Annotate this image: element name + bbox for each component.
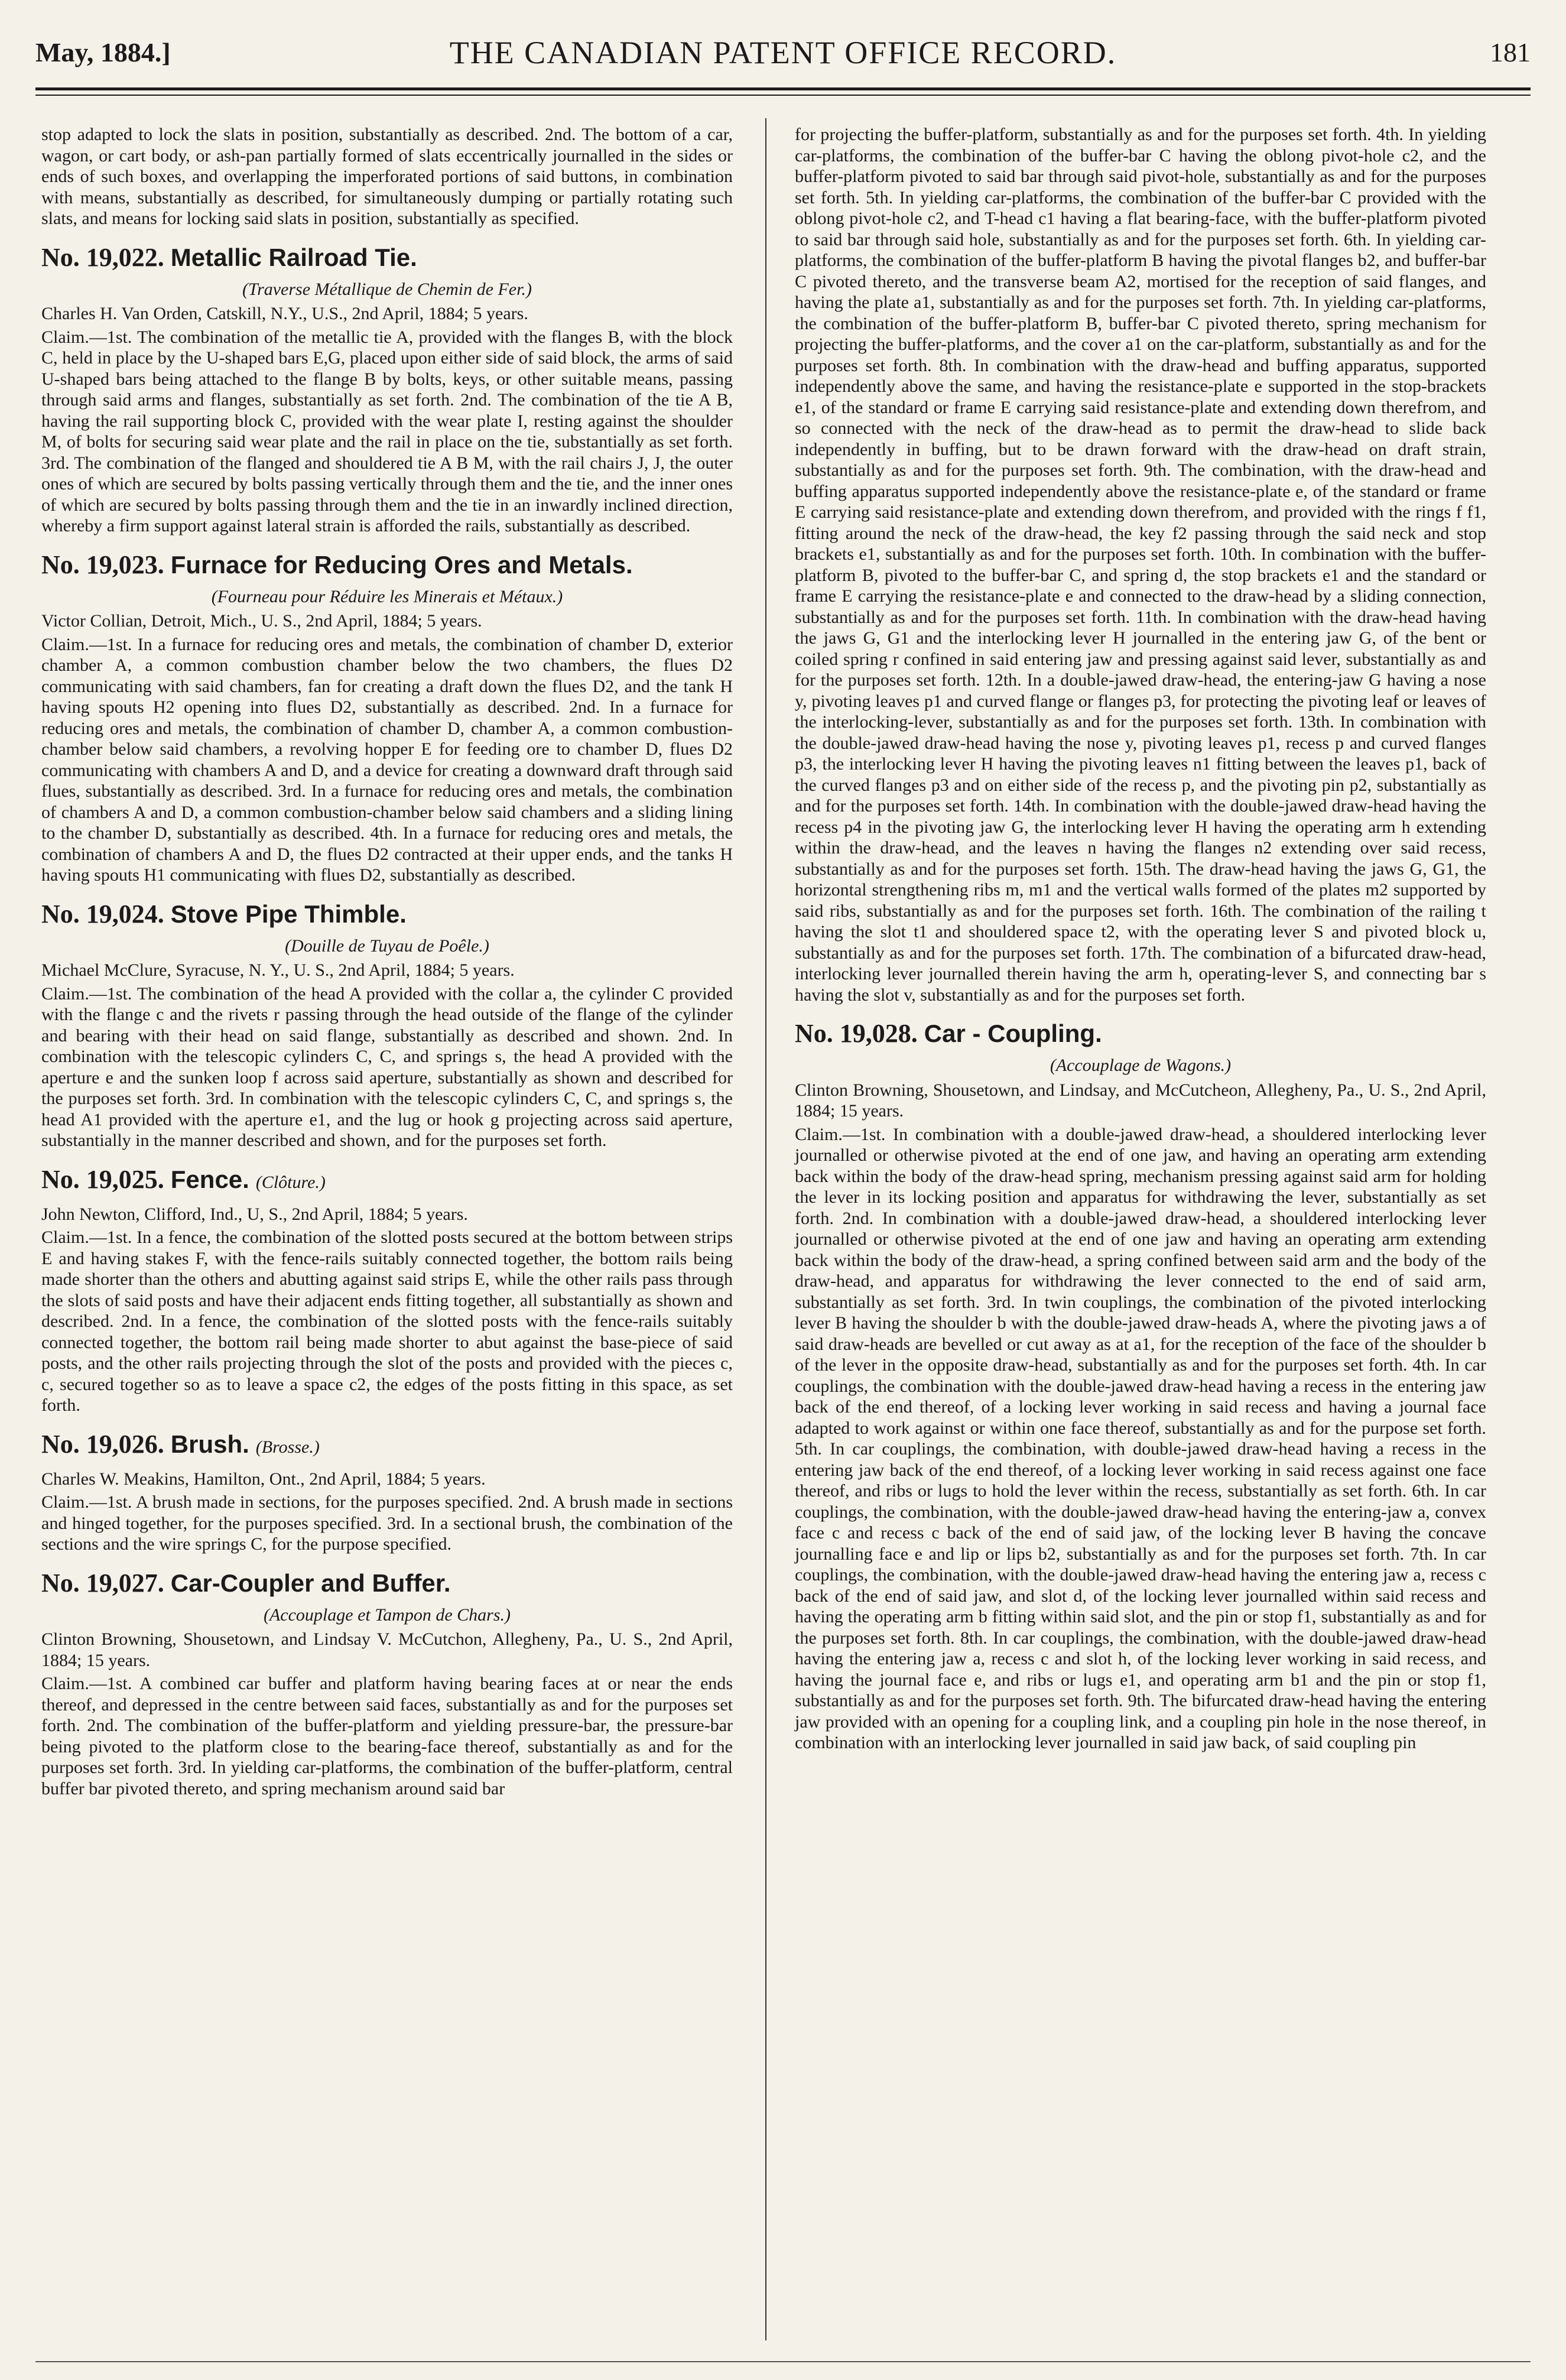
patent-french-title: (Douille de Tuyau de Poêle.) (285, 936, 489, 956)
patent-entry (41, 1568, 733, 1800)
patent-entry (41, 899, 733, 1151)
header-date: May, 1884.] (35, 37, 171, 67)
patent-inventor: John Newton, Clifford, Ind., U, S., 2nd April, 1884; 5 years. (41, 1204, 468, 1224)
patent-title: Furnace for Reducing Ores and Metals. (170, 550, 633, 579)
patent-inventor: Clinton Browning, Shousetown, and Lindsay V. McCutchon, Allegheny, Pa., U. S., 2nd April, 1884; 15 years. (41, 1629, 733, 1670)
footer-rule (35, 2361, 1531, 2362)
patent-number: No. 19,022. (41, 242, 164, 272)
patent-title: Metallic Railroad Tie. (170, 243, 417, 271)
patent-french-title: (Accouplage et Tampon de Chars.) (263, 1605, 511, 1625)
patent-number: No. 19,023. (41, 550, 164, 579)
patent-number: No. 19,026. (41, 1429, 164, 1459)
patent-claim: Claim.—1st. A brush made in sections, for the purposes specified. 2nd. A brush made in sections and hinged together, for the purposes specified. 3rd. In a sectional brush, the combination of the sections and the wire springs C, for the purpose specified. (41, 1492, 733, 1554)
patent-entry (41, 1164, 733, 1416)
header-page-number: 181 (1490, 37, 1531, 67)
patent-number: No. 19,028. (795, 1019, 918, 1048)
patent-title: Car-Coupler and Buffer. (170, 1569, 451, 1597)
patent-french-title: (Brosse.) (255, 1437, 320, 1457)
patent-heading (41, 1164, 733, 1198)
patent-title: Fence. (170, 1165, 249, 1193)
patent-title: Car - Coupling. (924, 1019, 1102, 1047)
patent-inventor: Clinton Browning, Shousetown, and Lindsay, and McCutcheon, Allegheny, Pa., U. S., 2nd April, 1884; 15 years. (795, 1080, 1486, 1121)
patent-number: No. 19,027. (41, 1568, 164, 1598)
patent-heading (41, 242, 733, 273)
patent-claim: Claim.—1st. In a furnace for reducing ores and metals, the combination of chamber D, exterior chamber A, a common combustion chamber below the two chambers, the flues D2 communicating with said chambers, fan for creating a draft down the flues D2, and the tank H having spouts H2 opening into flues D2, substantially as described. 2nd. In a furnace for reducing ores and metals, the combination of chamber D, chamber A, a common combustion-chamber below said chambers, a revolving hopper E for feeding ore to chamber D, flues D2 communicating with chambers A and D, and a device for creating a downward draft through said flues, substantially as described. 3rd. In a furnace for reducing ores and metals, the combination of chambers A and D, a common combustion-chamber below said chambers and a sliding lining to the chamber D, substantially as described. 4th. In a furnace for reducing ores and metals, the combination of chambers A and D, the flues D2 contracted at their upper ends, and the tanks H having spouts H1 communicating with flues D2, substantially as described. (41, 634, 733, 885)
patent-claim: Claim.—1st. In a fence, the combination of the slotted posts secured at the bottom between strips E and having stakes F, with the fence-rails suitably connected together, the bottom rails being made shorter than the others and abutting against said strips E, while the other rails pass through the slots of said posts and have their adjacent ends fitting together, all substantially as shown and described. 2nd. In a fence, the combination of the slotted posts with the fence-rails suitably connected together, the bottom rail being made shorter to abut against the base-piece of said posts, and the other rails projecting through the slot of the posts and provided with the pieces c, c, secured together so as to leave a space c2, the edges of the posts fitting in this space, as set forth. (41, 1228, 733, 1415)
patent-claim: Claim.—1st. In combination with a double-jawed draw-head, a shouldered interlocking lever journalled or otherwise pivoted at the end of one jaw, and having an operating arm extending back within the body of the draw-head spring, mechanism pressing against said arm for holding the lever in its locking position and apparatus for withdrawing the lever, substantially as set forth. 2nd. In combination with a double-jawed draw-head, a shouldered interlocking lever journalled or otherwise pivoted at the end of one jaw and having an operating arm extending back within the body of the draw-head, a spring confined between said arm and the body of the draw-head, and apparatus for withdrawing the lever connected to the end of said arm, substantially as set forth. 3rd. In twin couplings, the combination of the pivoted interlocking lever B having the shoulder b with the double-jawed draw-heads A, where the pivoting jaws a of said draw-heads are bevelled or cut away as at a1, for the reception of the face of the shoulder b of the lever in the opposite draw-head, substantially as and for the purposes set forth. 4th. In car couplings, the combination with the double-jawed draw-head having a recess in the entering jaw back of the end thereof, of a locking lever working in said recess and having a journal face adapted to work against or within one face thereof, substantially as and for the purpose set forth. 5th. In car couplings, the combination, with double-jawed draw-head having a recess in the entering jaw back of the end thereof, of a locking lever working in said recess against one face thereof, and ribs or lugs to hold the lever within the recess, substantially as set forth. 6th. In car couplings, the combination, with the double-jawed draw-head having the entering-jaw a, convex face c and recess c back of the end of said jaw, of the locking lever B having the concave journalling face e and lip or lips b2, substantially as and for the purposes set forth. 7th. In car couplings, the combination, with the double-jawed draw-head having the entering jaw a, recess c back of the end of said jaw, and slot d, of the locking lever journalled within said recess and having the operating arm b fitting within said slot, and the pin or stop f1, substantially as and for the purposes set forth. 8th. In car couplings, the combination, with the double-jawed draw-head having the entering jaw a, recess c and slot h, of the locking lever working in said recess, and having the journal face e, and ribs or lugs e1, and operating arm b1 and the pin or stop f1, substantially as and for the purposes set forth. 9th. The bifurcated draw-head having the entering jaw provided with an opening for a coupling link, and a coupling pin hole in the nose thereof, in combination with an interlocking lever journalled in said jaw back, of said coupling pin (795, 1124, 1486, 1752)
patent-claim: Claim.—1st. The combination of the head A provided with the collar a, the cylinder C provided with the flange c and the rivets r passing through the head outside of the flange of the cylinder and bearing with their head on said flange, substantially as described and shown. 2nd. In combination with the telescopic cylinders C, C, and springs s, the head A provided with the aperture e and the sunken loop f across said aperture, substantially as shown and described for the purposes set forth. 3rd. In combination with the telescopic cylinders C, C, and springs s, the head A1 provided with the aperture e1, and the lug or hook g projecting across said aperture, substantially in the manner described and shown, and for the purposes set forth. (41, 983, 733, 1150)
intro-paragraph: stop adapted to lock the slats in position, substantially as described. 2nd. The bottom of a car, wagon, or cart body, or ash-pan partially formed of slats eccentrically journalled in the sides or ends of such boxes, and overlapping the imperforated portions of said buttons, in combination with means, substantially as described, for simultaneously dumping or partially rotating such slats, and means for locking said slats in position, substantially as specified. (41, 125, 733, 228)
patent-french-title: (Traverse Métallique de Chemin de Fer.) (242, 279, 532, 299)
patent-heading (41, 899, 733, 930)
patent-inventor: Charles H. Van Orden, Catskill, N.Y., U.S., 2nd April, 1884; 5 years. (41, 304, 528, 323)
patent-heading (41, 1429, 733, 1463)
patent-heading (795, 1018, 1486, 1049)
patent-entry (41, 242, 733, 537)
patent-inventor: Charles W. Meakins, Hamilton, Ont., 2nd April, 1884; 5 years. (41, 1469, 486, 1489)
left-column (41, 124, 733, 1801)
patent-inventor: Michael McClure, Syracuse, N. Y., U. S., 2nd April, 1884; 5 years. (41, 960, 515, 980)
page-header (35, 24, 1531, 77)
patent-entry (41, 1429, 733, 1555)
patent-heading (41, 550, 733, 580)
patent-french-title: (Clôture.) (255, 1172, 326, 1192)
header-rule-thin (35, 95, 1531, 96)
patent-claim: Claim.—1st. The combination of the metallic tie A, provided with the flanges B, with the block C, held in place by the U-shaped bars E,G, placed upon either side of said block, the arms of said U-shaped bars being attached to the flange B by bolts, keys, or other suitable means, passing through said arms and flanges, substantially as set forth. 2nd. The combination of the tie A B, having the rail supporting block C, provided with the wear plate I, resting against the shoulder M, of bolts for securing said wear plate and the rail in place on the tie, substantially as set forth. 3rd. The combination of the flanged and shouldered tie A B M, with the rail chairs J, J, the outer ones of which are secured by bolts passing vertically through them and the tie, and the inner ones of which are secured by bolts passing through them and the tie in an inwardly inclined direction, whereby a firm support against lateral strain is afforded the rails, substantially as described. (41, 327, 733, 535)
right-column (795, 124, 1486, 1756)
patent-french-title: (Fourneau pour Réduire les Minerais et Métaux.) (211, 586, 563, 606)
patent-number: No. 19,025. (41, 1164, 164, 1194)
patent-number: No. 19,024. (41, 899, 164, 928)
patent-entry (41, 550, 733, 886)
patent-title: Stove Pipe Thimble. (170, 900, 407, 928)
header-rule (35, 87, 1531, 90)
continuation-paragraph: for projecting the buffer-platform, substantially as and for the purposes set forth. 4th. In yielding car-platforms, the combination of the buffer-bar C having the oblong pivot-hole c2, and the buffer-platform pivoted to said bar through said pivot-hole, substantially as and for the purposes set forth. 5th. In yielding car-platforms, the combination of the buffer-bar C provided with the oblong pivot-hole c2, and T-head c1 having a flat bearing-face, with the buffer-platform pivoted to said bar through said hole, substantially as and for the purposes set forth. 6th. In yielding car-platforms, the combination of the buffer-platform B having the pivotal flanges b2, and buffer-bar C pivoted thereto, and the transverse beam A2, mortised for the reception of said flanges, and having the plate a1, substantially as and for the purposes set forth. 7th. In yielding car-platforms, the combination of the buffer-platform B, buffer-bar C pivoted thereto, spring mechanism for projecting the buffer-platforms, and the cover a1 on the car-platform, substantially as and for the purposes set forth. 8th. In combination with the draw-head and buffing apparatus, supported independently above the same, and having the resistance-plate e supported in the stop-brackets e1, of the standard or frame E carrying said resistance-plate and extending down therefrom, and so connected with the neck of the draw-head as to permit the draw-head to slide back independently in buffing, but to be drawn forward with the draw-head on draft strain, substantially as and for the purposes set forth. 9th. The combination, with the draw-head and buffing apparatus supported independently above the resistance-plate e, of the standard or frame E carrying said resistance-plate and extending down therefrom, and provided with the rings f f1, fitting around the neck of the draw-head, the key f2 passing through the said neck and stop brackets e1, substantially as and for the purposes set forth. 10th. In combination with the buffer-platform B, pivoted to the buffer-bar C, and spring d, the stop brackets e1 and the standard or frame E carrying the resistance-plate e and connected to the draw-head by a sliding connection, substantially as and for the purposes set forth. 11th. In combination with the draw-head having the jaws G, G1 and the interlocking lever H journalled in the entering jaw G, of the bent or coiled spring r confined in said entering jaw and pressing against said lever, substantially as and for the purposes set forth. 12th. In a double-jawed draw-head, the entering-jaw G having a nose y, pivoting leaves p1 and curved flange or flanges p3, for protecting the pivoting leaf or leaves of the interlocking-lever, substantially as and for the purposes set forth. 13th. In combination with the double-jawed draw-head having the nose y, pivoting leaves p1, recess p and curved flanges p3, the interlocking lever H having the pivoting leaves n1 fitting between the leaves p1, back of the curved flanges p3 and on either side of the recess p, and the pivoting pin p2, substantially as and for the purposes set forth. 14th. In combination with the double-jawed draw-head having the recess p4 in the pivoting jaw G, the interlocking lever H having the operating arm h extending within the draw-head, and the leaves n having the flanges n2 extending over said recess, substantially as and for the purposes set forth. 15th. The draw-head having the jaws G, G1, the horizontal strengthening ribs m, m1 and the vertical walls formed of the plates m2 supported by said ribs, substantially as and for the purposes set forth. 16th. The combination of the railing t having the slot t1 and shouldered space t2, with the operating lever S and pivoted block u, substantially as and for the purposes set forth. 17th. The combination of a bifurcated draw-head, interlocking lever journalled therein having the arm h, operating-lever S, and connecting bar s having the slot v, substantially as and for the purposes set forth. (795, 125, 1486, 1005)
patent-french-title: (Accouplage de Wagons.) (1050, 1056, 1232, 1075)
patent-claim: Claim.—1st. A combined car buffer and platform having bearing faces at or near the ends thereof, and depressed in the centre between said faces, substantially as and for the purposes set forth. 2nd. The combination of the buffer-platform and yielding pressure-bar, the pressure-bar being pivoted to the platform close to the bearing-face thereof, substantially as and for the purposes set forth. 3rd. In yielding car-platforms, the combination of the buffer-platform, central buffer bar pivoted thereto, and spring mechanism around said bar (41, 1674, 733, 1798)
patent-title: Brush. (170, 1430, 249, 1458)
patent-heading (41, 1568, 733, 1599)
header-title: THE CANADIAN PATENT OFFICE RECORD. (449, 35, 1117, 70)
patent-inventor: Victor Collian, Detroit, Mich., U. S., 2nd April, 1884; 5 years. (41, 611, 482, 631)
column-divider (765, 118, 766, 2340)
patent-entry (795, 1018, 1486, 1754)
